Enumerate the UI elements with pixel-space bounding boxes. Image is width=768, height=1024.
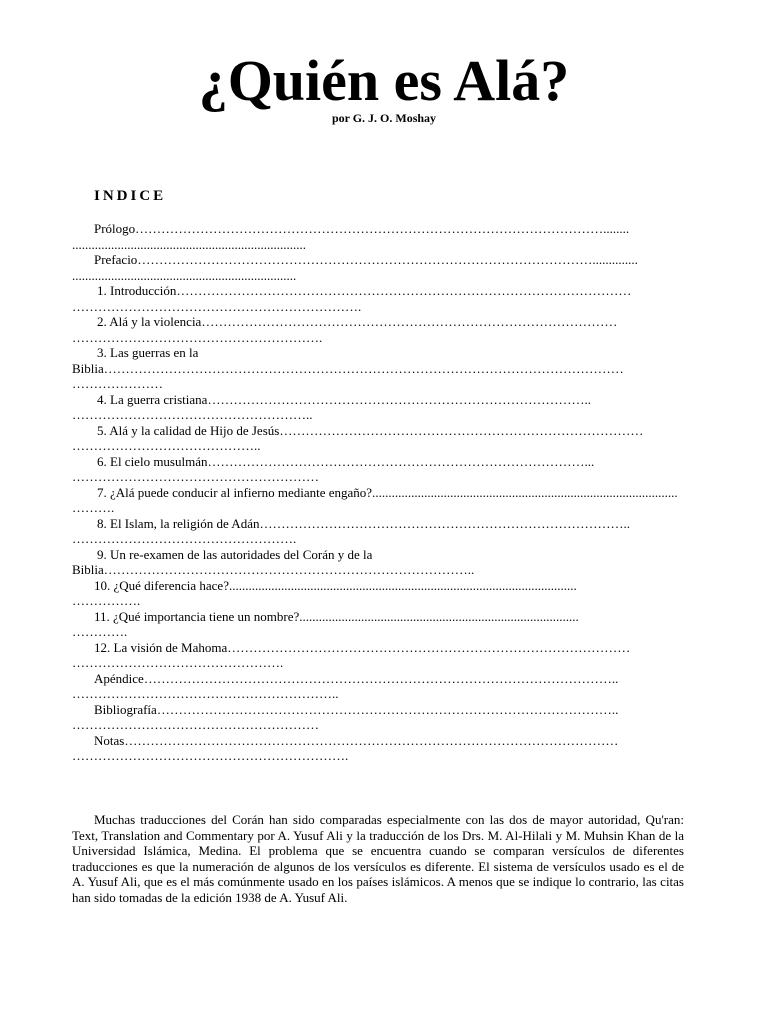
toc-leader-dots: …………………………………………………………………………………………….............. — [137, 252, 638, 267]
toc-entry-label: 1. Introducción — [97, 283, 177, 298]
toc-entry — [72, 702, 684, 733]
toc-leader-dots: …………………………………………………………………………….. — [207, 391, 591, 407]
toc-entry-line — [72, 702, 684, 718]
index-heading: INDICE — [94, 188, 167, 204]
toc-entry-line — [72, 485, 684, 501]
toc-leader-dots: ……………………………………………………………………………………………….. — [143, 670, 619, 686]
toc-leader-continuation: ……………………………………………. — [72, 531, 297, 546]
toc-leader-continuation: ………………………………………………………. — [72, 748, 349, 763]
toc-entry — [72, 547, 684, 578]
document-title: ¿Quién es Alá? — [198, 48, 570, 113]
table-of-contents — [72, 221, 684, 764]
toc-entry — [72, 733, 684, 764]
toc-leader-dots: …………………………………………………………………………………………………… — [124, 732, 619, 748]
author-byline: por G. J. O. Moshay — [331, 111, 437, 125]
toc-entry — [72, 345, 684, 392]
toc-leader-dots: ........................................................................................................... — [228, 577, 577, 593]
toc-entry-label: 2. Alá y la violencia — [97, 314, 202, 329]
toc-leader-dots: ...................................................................................... — [299, 608, 579, 624]
toc-entry — [72, 423, 684, 454]
toc-leader-dots: .............................................................................................. — [372, 484, 678, 500]
toc-entry-label: Prefacio — [94, 252, 138, 267]
toc-leader-continuation: …………………………………………. — [72, 655, 284, 670]
toc-entry-label: 9. Un re-examen de las autoridades del Corán y de la — [97, 546, 373, 562]
toc-entry-line — [72, 423, 684, 439]
toc-entry-label: Apéndice — [94, 670, 144, 686]
toc-entry-line — [72, 733, 684, 749]
toc-entry-label: 11. ¿Qué importancia tiene un nombre? — [94, 608, 300, 624]
toc-entry — [72, 392, 684, 423]
toc-entry — [72, 671, 684, 702]
toc-entry — [72, 314, 684, 345]
toc-entry-line — [72, 345, 684, 361]
toc-entry-line — [72, 314, 684, 330]
toc-entry-label: 10. ¿Qué diferencia hace? — [94, 577, 229, 593]
toc-entry-label: 4. La guerra cristiana — [97, 391, 208, 407]
toc-leader-dots: ……………………………………………………………………………... — [207, 453, 595, 469]
toc-leader-continuation: ………………………………………………… — [72, 717, 319, 732]
toc-leader-continuation: Biblia………………………………………………………………………………………………………… — [72, 360, 624, 376]
toc-entry-label: 12. La visión de Mahoma — [94, 639, 228, 655]
translation-note-paragraph: Muchas traducciones del Corán han sido comparadas especialmente con las dos de mayor autoridad, Qu'ran: Text, Translation and Commentary por A. Yusuf Ali y la traducción de los Drs. M. Al-Hilali y M. Muhsin Khan de la Universidad Islámica, Medina. El problema que se encuentra cuando se comparan versículos de diferentes traducciones es que la numeración de algunos de los versículos es diferente. El sistema de versículos usado es el de A. Yusuf Ali, que es el más comúnmente usado en los países islámicos. A menos que se indique lo contrario, las citas han sido tomadas de la edición 1938 de A. Yusuf Ali. — [72, 812, 684, 905]
toc-entry-line — [72, 578, 684, 594]
toc-entry-line — [72, 252, 684, 268]
toc-entry-label: 6. El cielo musulmán — [97, 453, 208, 469]
toc-leader-continuation: …………………………………………………. — [72, 329, 323, 345]
toc-entry-line — [72, 392, 684, 408]
toc-entry-label: 5. Alá y la calidad de Hijo de Jesús — [97, 422, 280, 438]
toc-leader-continuation: …………. — [72, 624, 128, 639]
toc-entry-label: 3. Las guerras en la — [97, 345, 199, 360]
toc-entry-label: 8. El Islam, la religión de Adán — [97, 515, 260, 531]
toc-entry — [72, 578, 684, 609]
toc-entry-line — [72, 454, 684, 470]
toc-leader-continuation: ………………………………………………… — [72, 469, 319, 484]
toc-leader-continuation: Biblia………………………………………………………………………….. — [72, 562, 475, 577]
toc-entry-line — [72, 283, 684, 299]
toc-entry-line — [72, 547, 684, 563]
toc-leader-continuation: …………………………………….. — [72, 438, 261, 453]
toc-entry-label: 7. ¿Alá puede conducir al infierno mediante engaño? — [97, 484, 373, 500]
toc-leader-continuation: …………………………………………………………. — [72, 298, 362, 314]
toc-leader-dots: …………………………………………………………………………………………… — [176, 283, 632, 298]
toc-leader-continuation: ………. — [72, 500, 115, 515]
toc-leader-dots: ………………………………………………………………………….. — [259, 515, 630, 531]
toc-leader-dots: ………………………………………………………………………………………………........ — [135, 221, 630, 236]
toc-entry — [72, 454, 684, 485]
toc-leader-continuation: ..................................................................... — [72, 267, 297, 283]
toc-entry — [72, 283, 684, 314]
toc-leader-continuation: ………………… — [72, 376, 163, 391]
toc-entry-label: Bibliografía — [94, 701, 157, 717]
toc-entry-line — [72, 640, 684, 656]
toc-entry — [72, 516, 684, 547]
toc-leader-continuation: ……………………………………………….. — [72, 407, 313, 422]
toc-leader-dots: ………………………………………………………………………… — [279, 422, 644, 438]
toc-entry-line — [72, 609, 684, 625]
toc-entry-line — [72, 516, 684, 532]
toc-leader-dots: ………………………………………………………………………………… — [227, 639, 631, 655]
toc-entry-label: Notas — [94, 732, 125, 748]
toc-entry-line — [72, 671, 684, 687]
toc-leader-continuation: ……………. — [72, 593, 141, 608]
toc-leader-continuation: ........................................................................ — [72, 236, 306, 252]
toc-leader-dots: …………………………………………………………………………………………….. — [156, 701, 619, 717]
toc-leader-dots: …………………………………………………………………………………… — [201, 314, 618, 329]
toc-entry — [72, 221, 684, 252]
toc-entry — [72, 252, 684, 283]
toc-entry — [72, 485, 684, 516]
toc-entry-line — [72, 221, 684, 237]
toc-entry — [72, 609, 684, 640]
toc-entry — [72, 640, 684, 671]
toc-leader-continuation: …………………………………………………….. — [72, 686, 339, 701]
toc-entry-label: Prólogo — [94, 221, 136, 236]
